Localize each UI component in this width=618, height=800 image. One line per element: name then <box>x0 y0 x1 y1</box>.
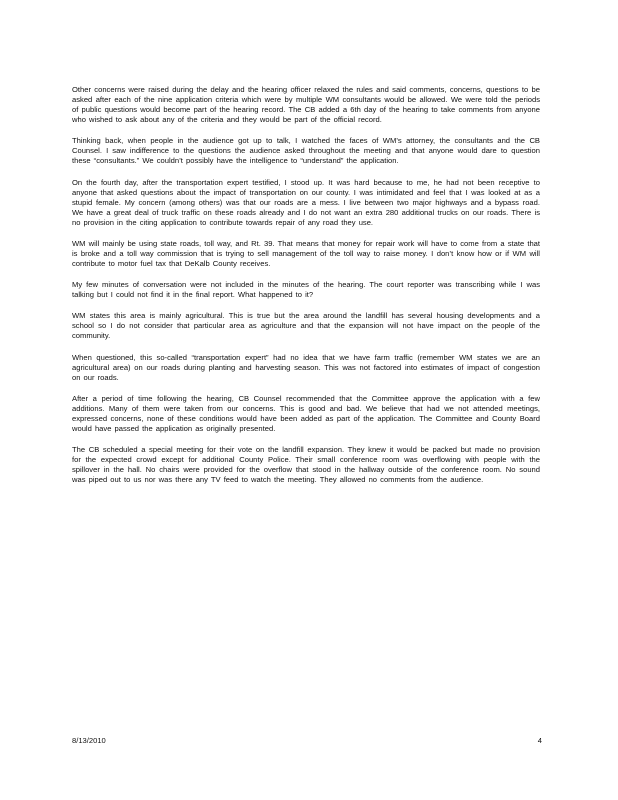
paragraph-1: Other concerns were raised during the delay and the hearing officer relaxed the rules and said comments, concerns, questions to be asked after each of the nine application criteria which were by multiple WM consultants would be allowed. We were told the periods of public questions would become part of the hearing record. The CB added a 6th day of the hearing to take comments from anyone who wished to ask about any of the criteria and they would be part of the official record. <box>72 85 540 124</box>
paragraph-8: After a period of time following the hearing, CB Counsel recommended that the Committee approve the application with a few additions. Many of them were taken from our concerns. This is good and bad. We believe that had we not attended meetings, expressed concerns, none of these conditions would have been added as part of the application. The Committee and County Board would have passed the application as originally presented. <box>72 394 540 434</box>
paragraph-3: On the fourth day, after the transportation expert testified, I stood up. It was hard because to me, he had not been receptive to anyone that asked questions about the impact of transportation on our county. I was intimidated and feel that I was looked at as a stupid female. My concern (among others) was that our roads are a mess. I live between two major highways and a bypass road. We have a great deal of truck traffic on these roads already and I do not want an extra 280 additional trucks on our roads. There is no provision in the citing application to contribute towards repair of any road they use. <box>72 177 540 227</box>
paragraph-2: Thinking back, when people in the audience got up to talk, I watched the faces of WM’s attorney, the consultants and the CB Counsel. I saw indifference to the questions the audience asked throughout the meeting and that anyone would dare to question these “consultants.” We couldn’t possibly have the intelligence to “understand” the application. <box>72 136 540 166</box>
footer-date: 8/13/2010 <box>72 736 106 745</box>
page-number: 4 <box>537 736 542 745</box>
body-text <box>72 85 540 497</box>
paragraph-7: When questioned, this so-called “transportation expert” had no idea that we have farm traffic (remember WM states we are an agricultural area) on our roads during planting and harvesting season. This was not factored into estimates of impact of congestion on our roads. <box>72 352 540 382</box>
paragraph-6: WM states this area is mainly agricultural. This is true but the area around the landfill has several housing developments and a school so I do not consider that particular area as agriculture and that the expansion will not have impact on the people of the community. <box>72 311 540 341</box>
paragraph-5: My few minutes of conversation were not included in the minutes of the hearing. The court reporter was transcribing while I was talking but I could not find it in the final report. What happened to it? <box>72 280 540 300</box>
paragraph-9: The CB scheduled a special meeting for their vote on the landfill expansion. They knew it would be packed but made no provision for the expected crowd except for additional County Police. Their small conference room was overflowing with people with the spillover in the hall. No chairs were provided for the overflow that stood in the hallway outside of the conference room. No sound was piped out to us nor was there any TV feed to watch the meeting. They allowed no comments from the audience. <box>72 445 540 485</box>
paragraph-4: WM will mainly be using state roads, toll way, and Rt. 39. That means that money for repair work will have to come from a state that is broke and a toll way commission that is trying to sell management of the toll way to raise money. I don’t know how or if WM will contribute to motor fuel tax that DeKalb County receives. <box>72 238 540 268</box>
